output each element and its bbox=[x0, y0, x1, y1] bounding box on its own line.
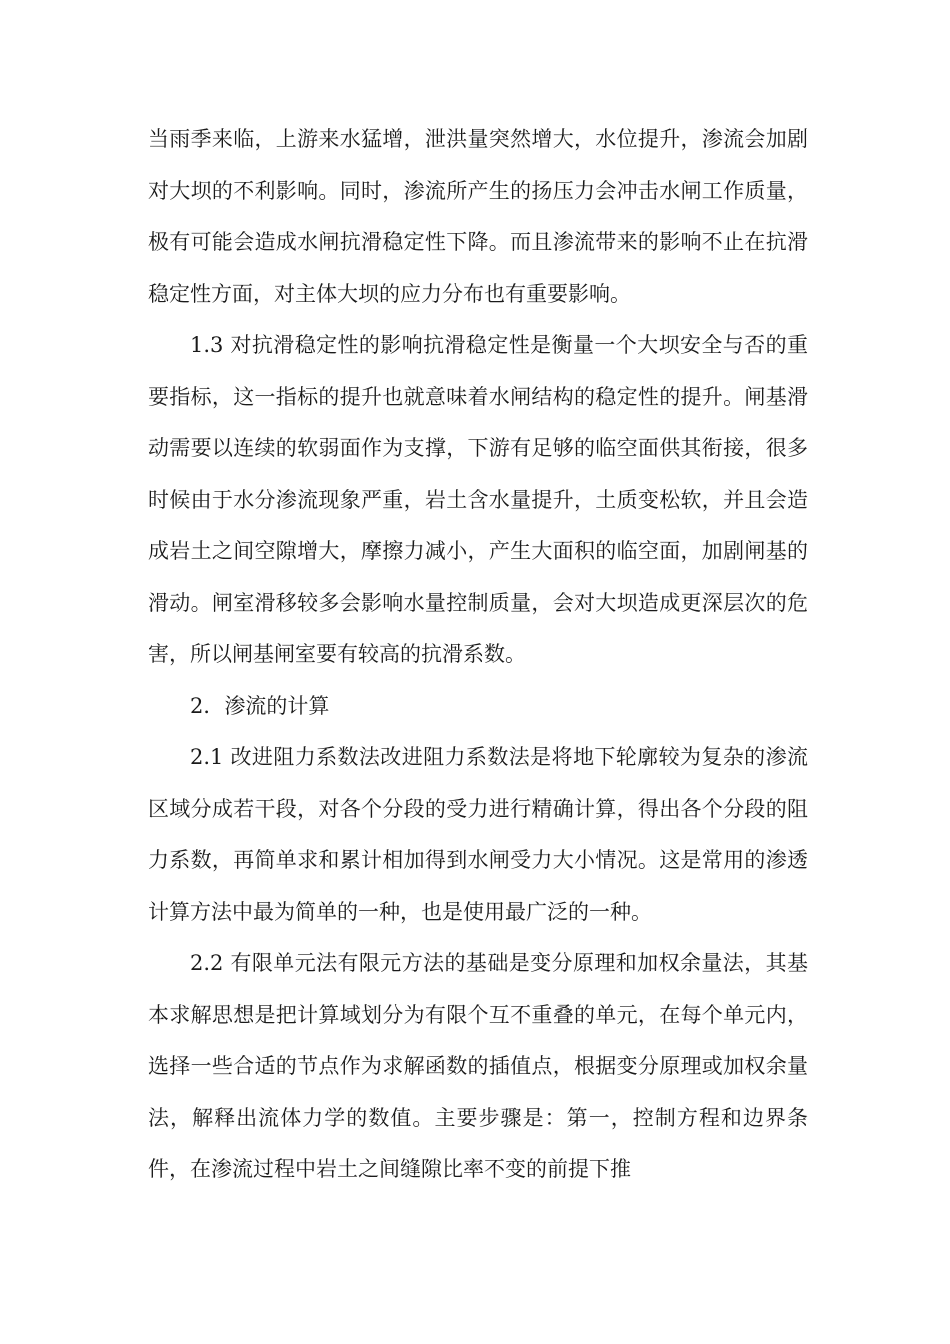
document-body bbox=[148, 114, 808, 1196]
paragraph-seepage-impact: 当雨季来临，上游来水猛增，泄洪量突然增大，水位提升，渗流会加剧对大坝的不利影响。同时，渗流所产生的扬压力会冲击水闸工作质量，极有可能会造成水闸抗滑稳定性下降。而且渗流带来的影响不止在抗滑稳定性方面，对主体大坝的应力分布也有重要影响。 bbox=[148, 127, 808, 306]
paragraph-section-2-2: 2.2 有限单元法有限元方法的基础是变分原理和加权余量法，其基本求解思想是把计算域划分为有限个互不重叠的单元，在每个单元内，选择一些合适的节点作为求解函数的插值点，根据变分原理或加权余量法，解释出流体力学的数值。主要步骤是：第一，控制方程和边界条件，在渗流过程中岩土之间缝隙比率不变的前提下推 bbox=[148, 951, 808, 1181]
paragraph-section-1-3: 1.3 对抗滑稳定性的影响抗滑稳定性是衡量一个大坝安全与否的重要指标，这一指标的提升也就意味着水闸结构的稳定性的提升。闸基滑动需要以连续的软弱面作为支撑，下游有足够的临空面供其衔接，很多时候由于水分渗流现象严重，岩土含水量提升，土质变松软，并且会造成岩土之间空隙增大，摩擦力减小，产生大面积的临空面，加剧闸基的滑动。闸室滑移较多会影响水量控制质量，会对大坝造成更深层次的危害，所以闸基闸室要有较高的抗滑系数。 bbox=[148, 333, 808, 666]
heading-section-2: 2．渗流的计算 bbox=[190, 693, 330, 718]
paragraph-section-2-1: 2.1 改进阻力系数法改进阻力系数法是将地下轮廓较为复杂的渗流区域分成若干段，对各个分段的受力进行精确计算，得出各个分段的阻力系数，再简单求和累计相加得到水闸受力大小情况。这是常用的渗透计算方法中最为简单的一种，也是使用最广泛的一种。 bbox=[148, 745, 808, 924]
